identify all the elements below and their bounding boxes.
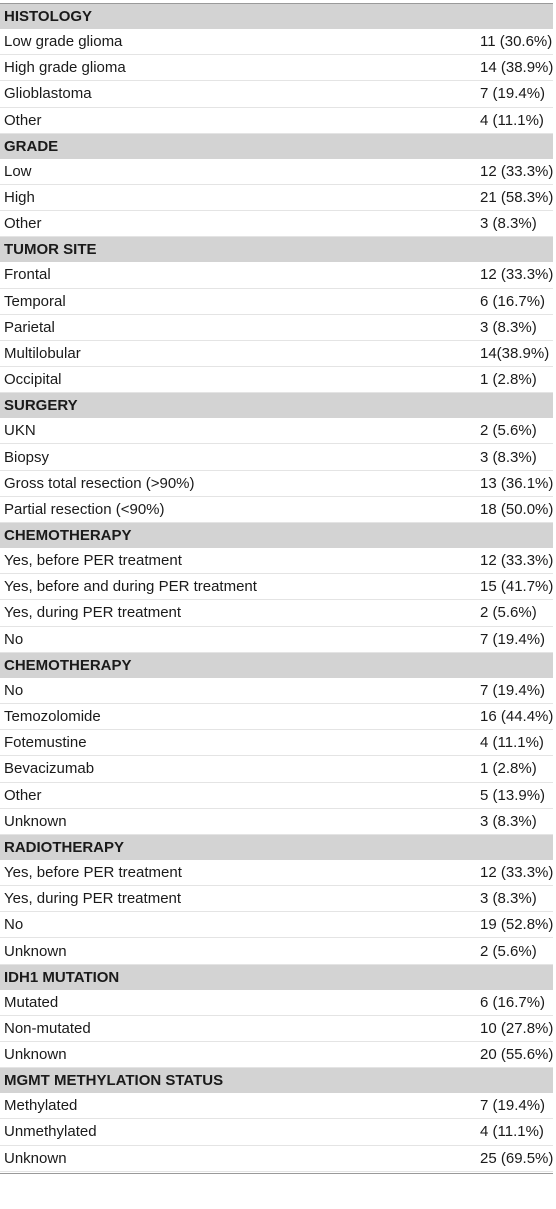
table-row <box>0 288 553 314</box>
row-label: Unknown <box>0 1145 480 1171</box>
row-label: No <box>0 912 480 938</box>
row-label: Other <box>0 211 480 237</box>
row-value: 3 (8.3%) <box>480 808 553 834</box>
section-header: MGMT METHYLATION STATUS <box>0 1068 553 1094</box>
row-value: 4 (11.1%) <box>480 107 553 133</box>
section-header: SURGERY <box>0 393 553 419</box>
row-value: 3 (8.3%) <box>480 886 553 912</box>
section-header-row <box>0 523 553 549</box>
row-label: UKN <box>0 418 480 444</box>
row-value: 11 (30.6%) <box>480 29 553 55</box>
row-value: 25 (69.5%) <box>480 1145 553 1171</box>
row-label: Multilobular <box>0 340 480 366</box>
row-value: 12 (33.3%) <box>480 159 553 185</box>
row-label: Temporal <box>0 288 480 314</box>
row-label: Bevacizumab <box>0 756 480 782</box>
row-value: 6 (16.7%) <box>480 288 553 314</box>
row-value: 2 (5.6%) <box>480 938 553 964</box>
row-value: 12 (33.3%) <box>480 262 553 288</box>
table-bottom-rule <box>0 1173 553 1174</box>
table-row <box>0 340 553 366</box>
table-row <box>0 470 553 496</box>
row-value: 7 (19.4%) <box>480 678 553 704</box>
row-label: Methylated <box>0 1093 480 1119</box>
table-row <box>0 548 553 574</box>
row-value: 7 (19.4%) <box>480 626 553 652</box>
row-label: No <box>0 678 480 704</box>
table-row <box>0 990 553 1016</box>
table-row <box>0 496 553 522</box>
characteristics-table-wrapper <box>0 3 553 1174</box>
table-row <box>0 81 553 107</box>
table-row <box>0 262 553 288</box>
section-header: RADIOTHERAPY <box>0 834 553 860</box>
row-label: Temozolomide <box>0 703 480 729</box>
row-label: Low grade glioma <box>0 29 480 55</box>
row-value: 12 (33.3%) <box>480 860 553 886</box>
table-row <box>0 756 553 782</box>
row-value: 1 (2.8%) <box>480 367 553 393</box>
table-row <box>0 418 553 444</box>
section-header: CHEMOTHERAPY <box>0 652 553 678</box>
table-row <box>0 314 553 340</box>
row-label: High <box>0 184 480 210</box>
table-row <box>0 678 553 704</box>
row-value: 5 (13.9%) <box>480 782 553 808</box>
row-value: 4 (11.1%) <box>480 730 553 756</box>
table-row <box>0 574 553 600</box>
row-value: 2 (5.6%) <box>480 600 553 626</box>
row-value: 18 (50.0%) <box>480 496 553 522</box>
table-row <box>0 29 553 55</box>
table-row <box>0 444 553 470</box>
section-header-row <box>0 1068 553 1094</box>
characteristics-table <box>0 4 553 1172</box>
row-label: High grade glioma <box>0 55 480 81</box>
row-value: 15 (41.7%) <box>480 574 553 600</box>
table-row <box>0 184 553 210</box>
table-row <box>0 860 553 886</box>
row-label: Mutated <box>0 990 480 1016</box>
row-label: Non-mutated <box>0 1015 480 1041</box>
section-header: HISTOLOGY <box>0 4 553 29</box>
table-row <box>0 703 553 729</box>
section-header: CHEMOTHERAPY <box>0 523 553 549</box>
row-label: Gross total resection (>90%) <box>0 470 480 496</box>
table-row <box>0 1015 553 1041</box>
section-header-row <box>0 133 553 159</box>
row-label: No <box>0 626 480 652</box>
row-value: 21 (58.3%) <box>480 184 553 210</box>
section-header-row <box>0 652 553 678</box>
row-value: 3 (8.3%) <box>480 314 553 340</box>
row-value: 14(38.9%) <box>480 340 553 366</box>
table-row <box>0 55 553 81</box>
section-header-row <box>0 964 553 990</box>
row-label: Low <box>0 159 480 185</box>
row-label: Occipital <box>0 367 480 393</box>
row-value: 7 (19.4%) <box>480 1093 553 1119</box>
table-row <box>0 1042 553 1068</box>
table-row <box>0 938 553 964</box>
section-header-row <box>0 237 553 263</box>
table-row <box>0 886 553 912</box>
row-value: 13 (36.1%) <box>480 470 553 496</box>
table-row <box>0 626 553 652</box>
row-value: 4 (11.1%) <box>480 1119 553 1145</box>
row-value: 1 (2.8%) <box>480 756 553 782</box>
row-label: Unknown <box>0 938 480 964</box>
table-row <box>0 600 553 626</box>
row-label: Fotemustine <box>0 730 480 756</box>
row-value: 12 (33.3%) <box>480 548 553 574</box>
row-value: 14 (38.9%) <box>480 55 553 81</box>
row-label: Yes, during PER treatment <box>0 600 480 626</box>
row-label: Frontal <box>0 262 480 288</box>
table-row <box>0 808 553 834</box>
table-row <box>0 367 553 393</box>
section-header: TUMOR SITE <box>0 237 553 263</box>
row-label: Partial resection (<90%) <box>0 496 480 522</box>
row-value: 10 (27.8%) <box>480 1015 553 1041</box>
section-header-row <box>0 4 553 29</box>
row-label: Glioblastoma <box>0 81 480 107</box>
row-label: Yes, before PER treatment <box>0 548 480 574</box>
row-label: Yes, during PER treatment <box>0 886 480 912</box>
section-header-row <box>0 393 553 419</box>
table-row <box>0 1119 553 1145</box>
table-row <box>0 1145 553 1171</box>
row-value: 3 (8.3%) <box>480 211 553 237</box>
table-row <box>0 782 553 808</box>
table-row <box>0 730 553 756</box>
row-label: Unmethylated <box>0 1119 480 1145</box>
row-label: Parietal <box>0 314 480 340</box>
table-row <box>0 1093 553 1119</box>
row-label: Unknown <box>0 808 480 834</box>
row-value: 2 (5.6%) <box>480 418 553 444</box>
row-label: Biopsy <box>0 444 480 470</box>
row-value: 16 (44.4%) <box>480 703 553 729</box>
row-label: Other <box>0 782 480 808</box>
table-row <box>0 211 553 237</box>
row-value: 7 (19.4%) <box>480 81 553 107</box>
table-body <box>0 4 553 1171</box>
table-row <box>0 159 553 185</box>
section-header: GRADE <box>0 133 553 159</box>
row-label: Yes, before and during PER treatment <box>0 574 480 600</box>
row-value: 6 (16.7%) <box>480 990 553 1016</box>
row-label: Unknown <box>0 1042 480 1068</box>
row-value: 20 (55.6%) <box>480 1042 553 1068</box>
section-header: IDH1 MUTATION <box>0 964 553 990</box>
table-row <box>0 912 553 938</box>
section-header-row <box>0 834 553 860</box>
row-label: Other <box>0 107 480 133</box>
row-label: Yes, before PER treatment <box>0 860 480 886</box>
row-value: 19 (52.8%) <box>480 912 553 938</box>
row-value: 3 (8.3%) <box>480 444 553 470</box>
table-row <box>0 107 553 133</box>
